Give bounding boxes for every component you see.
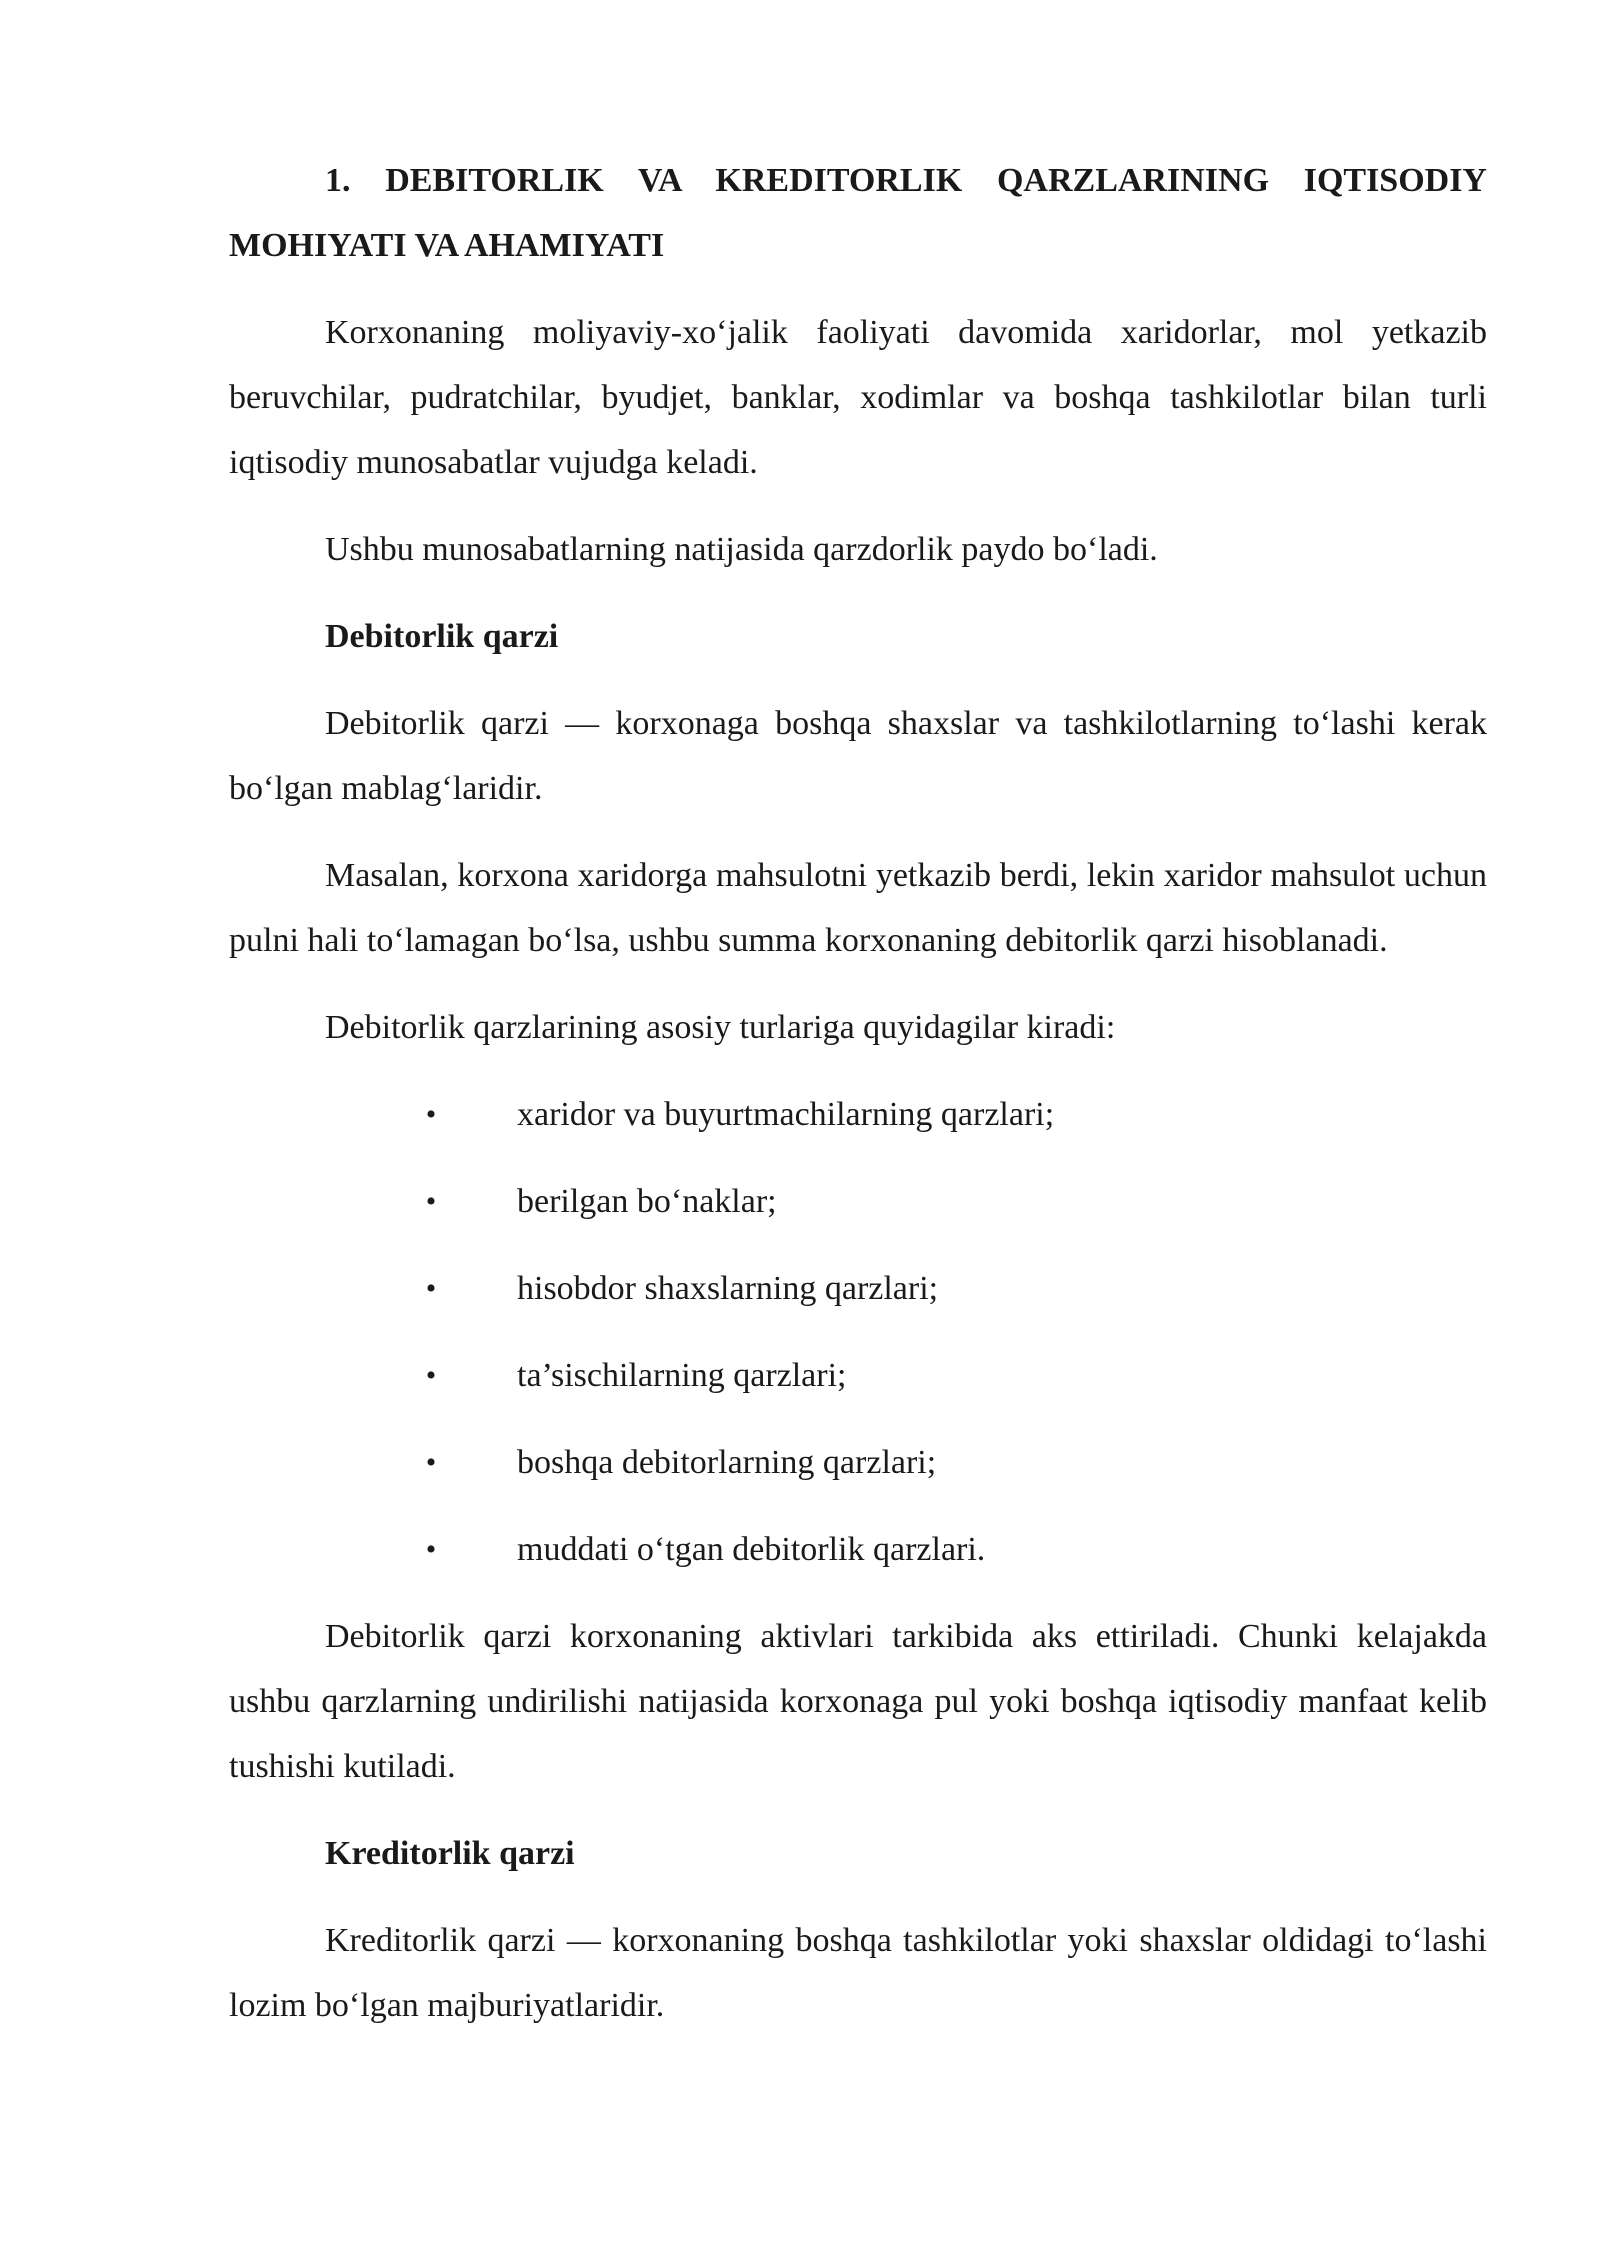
kreditorlik-heading: Kreditorlik qarzi [325, 1835, 575, 1872]
bullet-icon: • [425, 1533, 437, 1566]
debitorlik-types-intro: Debitorlik qarzlarining asosiy turlariga quyidagilar kiradi: [325, 1009, 1116, 1046]
list-item-text: hisobdor shaxslarning qarzlari; [517, 1270, 939, 1307]
debitorlik-closing: Debitorlik qarzi korxonaning aktivlari tarkibida aks ettiriladi. Chunki kelajakda ushbu qarzlarning undirilishi natijasida korxonaga pul yoki boshqa iqtisodiy manfaat kelib tushishi kutiladi. [229, 1618, 1487, 1785]
list-item-text: ta’sischilarning qarzlari; [517, 1357, 847, 1394]
list-item [229, 1256, 1487, 1321]
list-item [229, 1082, 1487, 1147]
debitorlik-types-list [229, 1082, 1487, 1582]
intro-paragraph-2: Ushbu munosabatlarning natijasida qarzdorlik paydo bo‘ladi. [325, 531, 1158, 568]
debitorlik-definition: Debitorlik qarzi — korxonaga boshqa shaxslar va tashkilotlarning to‘lashi kerak bo‘lgan mablag‘laridir. [229, 705, 1487, 807]
bullet-icon: • [425, 1098, 437, 1131]
kreditorlik-definition: Kreditorlik qarzi — korxonaning boshqa tashkilotlar yoki shaxslar oldidagi to‘lashi lozim bo‘lgan majburiyatlaridir. [229, 1922, 1487, 2024]
list-item-text: berilgan bo‘naklar; [517, 1183, 777, 1220]
intro-paragraph-1: Korxonaning moliyaviy-xo‘jalik faoliyati davomida xaridorlar, mol yetkazib beruvchilar, pudratchilar, byudjet, banklar, xodimlar va boshqa tashkilotlar bilan turli iqtisodiy munosabatlar vujudga keladi. [229, 314, 1487, 481]
debitorlik-heading: Debitorlik qarzi [325, 618, 559, 655]
list-item [229, 1430, 1487, 1495]
list-item [229, 1517, 1487, 1582]
list-item [229, 1343, 1487, 1408]
list-item-text: xaridor va buyurtmachilarning qarzlari; [517, 1096, 1055, 1133]
bullet-icon: • [425, 1185, 437, 1218]
bullet-icon: • [425, 1446, 437, 1479]
document-page [229, 148, 1487, 2060]
debitorlik-example: Masalan, korxona xaridorga mahsulotni yetkazib berdi, lekin xaridor mahsulot uchun pulni hali to‘lamagan bo‘lsa, ushbu summa korxonaning debitorlik qarzi hisoblanadi. [229, 857, 1487, 959]
section-title: 1. DEBITORLIK VA KREDITORLIK QARZLARINING IQTISODIY MOHIYATI VA AHAMIYATI [229, 162, 1487, 264]
list-item-text: muddati o‘tgan debitorlik qarzlari. [517, 1531, 986, 1568]
bullet-icon: • [425, 1272, 437, 1305]
list-item-text: boshqa debitorlarning qarzlari; [517, 1444, 937, 1481]
list-item [229, 1169, 1487, 1234]
bullet-icon: • [425, 1359, 437, 1392]
